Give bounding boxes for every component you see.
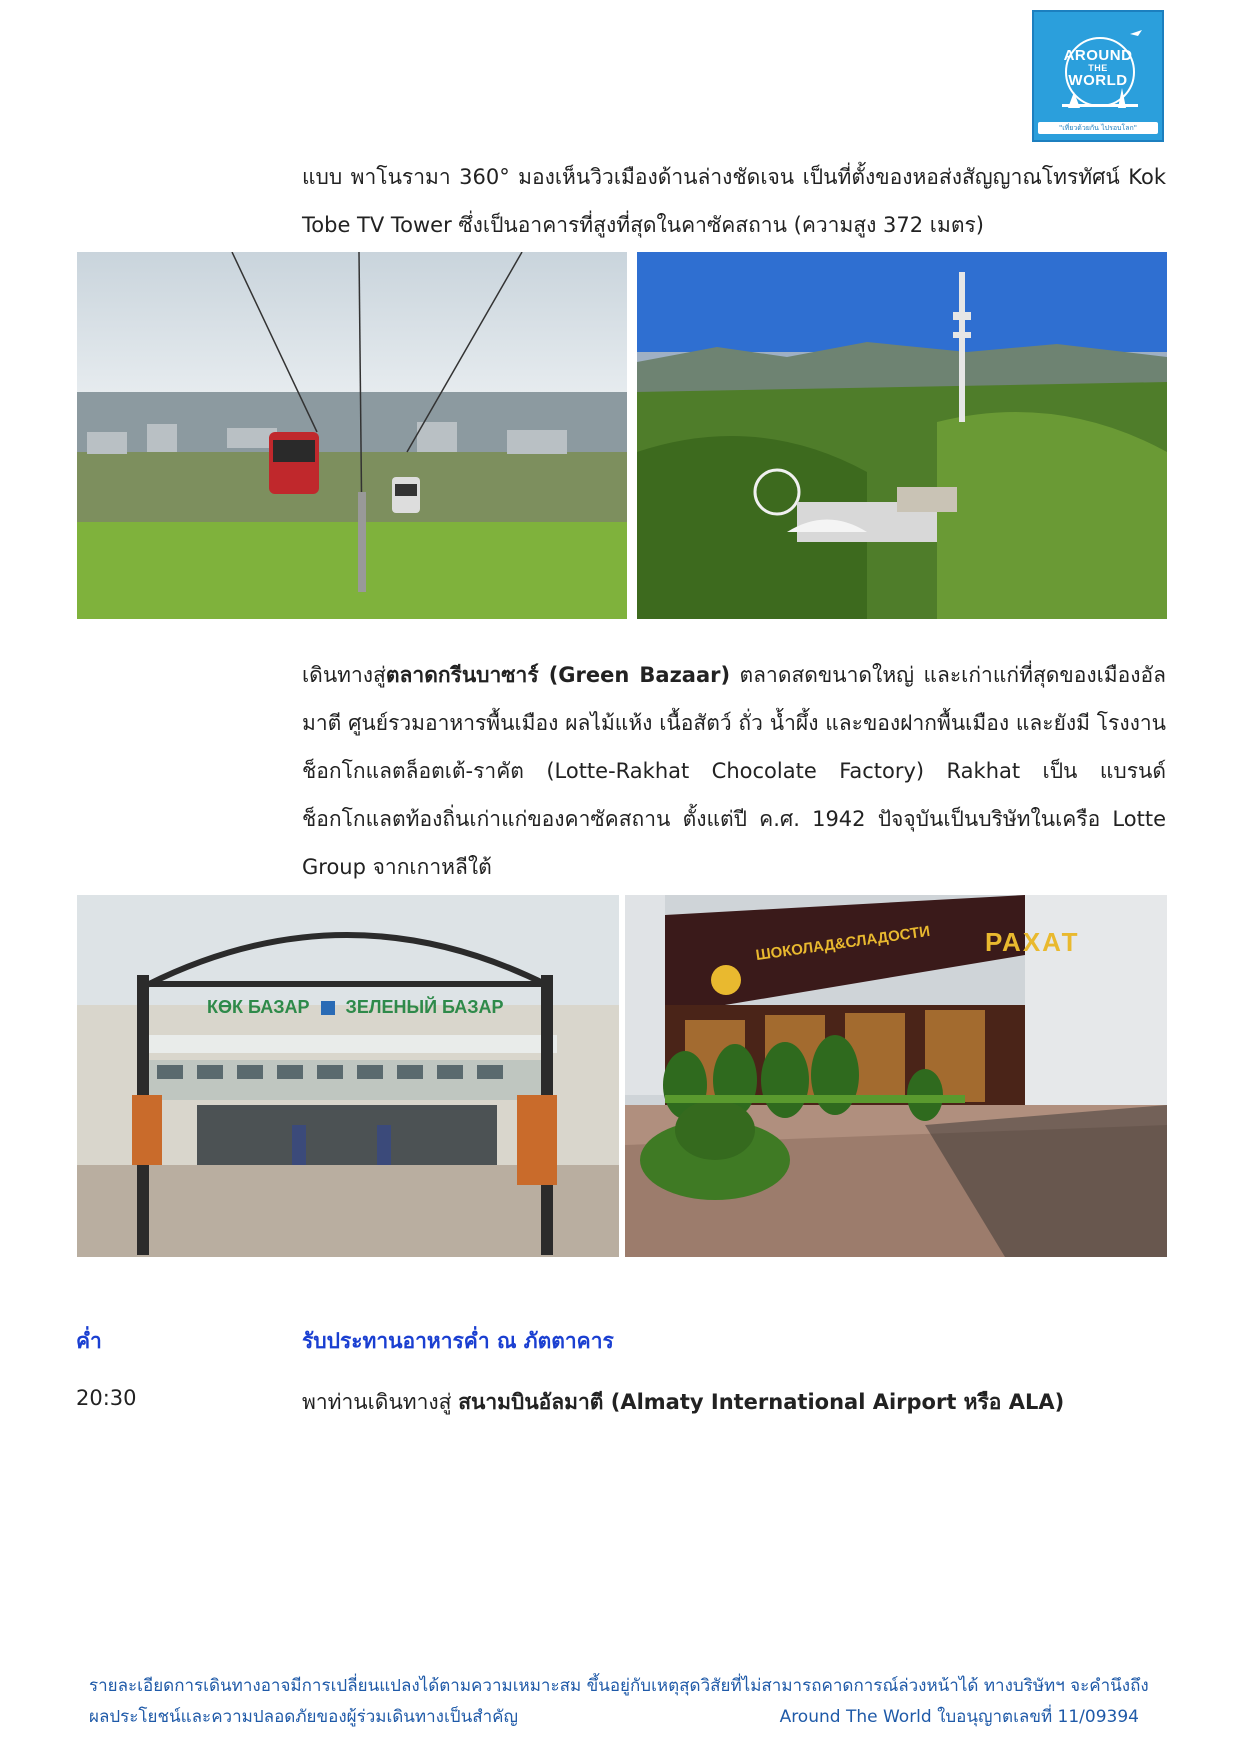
rakhat-sign: ШОКОЛАД&СЛАДОСТИ <box>754 922 932 965</box>
company-logo <box>1032 10 1164 142</box>
footer-license: Around The World ใบอนุญาตเลขที่ 11/09394 <box>779 1707 1139 1727</box>
schedule-time-2030: 20:30 <box>76 1386 137 1410</box>
rakhat-store-photo <box>625 895 1167 1257</box>
airport-prefix: พาท่านเดินทางสู่ <box>302 1390 459 1414</box>
schedule-text-dinner: รับประทานอาหารค่ำ ณ ภัตตาคาร <box>302 1329 614 1353</box>
schedule-text-airport <box>302 1386 1064 1419</box>
rakhat-brand: РАХАТ <box>985 927 1080 957</box>
intro-paragraph: แบบ พาโนรามา 360° มองเห็นวิวเมืองด้านล่างชัดเจน เป็นที่ตั้งของหอส่งสัญญาณโทรทัศน์ Kok Tobe TV Tower ซึ่งเป็นอาคารที่สูงที่สุดในคาซัคสถาน (ความสูง 372 เมตร) <box>302 165 1166 237</box>
bazaar-paragraph <box>302 651 1166 891</box>
bazaar-description: ตลาดสดขนาดใหญ่ และเก่าแก่ที่สุดของเมืองอัลมาตี ศูนย์รวมอาหารพื้นเมือง ผลไม้แห้ง เนื้อสัตว์ ถั่ว น้ำผึ้ง และของฝากพื้นเมือง และยังมี โรงงานช็อกโกแลตล็อตเต้-ราคัต (Lotte-Rakhat Chocolate Factory) Rakhat เป็น แบรนด์ช็อกโกแลตท้องถิ่นเก่าแก่ของคาซัคสถาน ตั้งแต่ปี ค.ศ. 1942 ปัจจุบันเป็นบริษัทในเครือ Lotte Group จากเกาหลีใต้ <box>302 663 1166 879</box>
bazaar-sign: КӨК БАЗАР ЗЕЛЕНЫЙ БАЗАР <box>207 997 504 1017</box>
green-bazaar-photo <box>77 895 619 1257</box>
rakhat-emblem <box>711 965 741 995</box>
footer-line2 <box>89 1703 1139 1730</box>
kok-tobe-tower-photo <box>637 252 1167 619</box>
schedule-time-evening: ค่ำ <box>76 1329 102 1353</box>
cable-car-photo <box>77 252 627 619</box>
footer-disclaimer-line2: ผลประโยชน์และความปลอดภัยของผู้ร่วมเดินทางเป็นสำคัญ <box>89 1707 518 1727</box>
logo-wordmark: AROUND THE WORLD <box>1063 47 1133 89</box>
airport-destination: สนามบินอัลมาตี (Almaty International Airport หรือ ALA) <box>458 1390 1065 1414</box>
footer-disclaimer-line1: รายละเอียดการเดินทางอาจมีการเปลี่ยนแปลงได้ตามความเหมาะสม ขึ้นอยู่กับเหตุสุดวิสัยที่ไม่สามารถคาดการณ์ล่วงหน้าได้ ทางบริษัทฯ จะคำนึงถึง <box>89 1676 1149 1696</box>
bazaar-prefix: เดินทางสู่ <box>302 663 386 687</box>
bazaar-title: ตลาดกรีนบาซาร์ (Green Bazaar) <box>385 663 731 687</box>
logo-tagline: "เที่ยวด้วยกัน ไปรอบโลก" <box>1038 122 1158 134</box>
